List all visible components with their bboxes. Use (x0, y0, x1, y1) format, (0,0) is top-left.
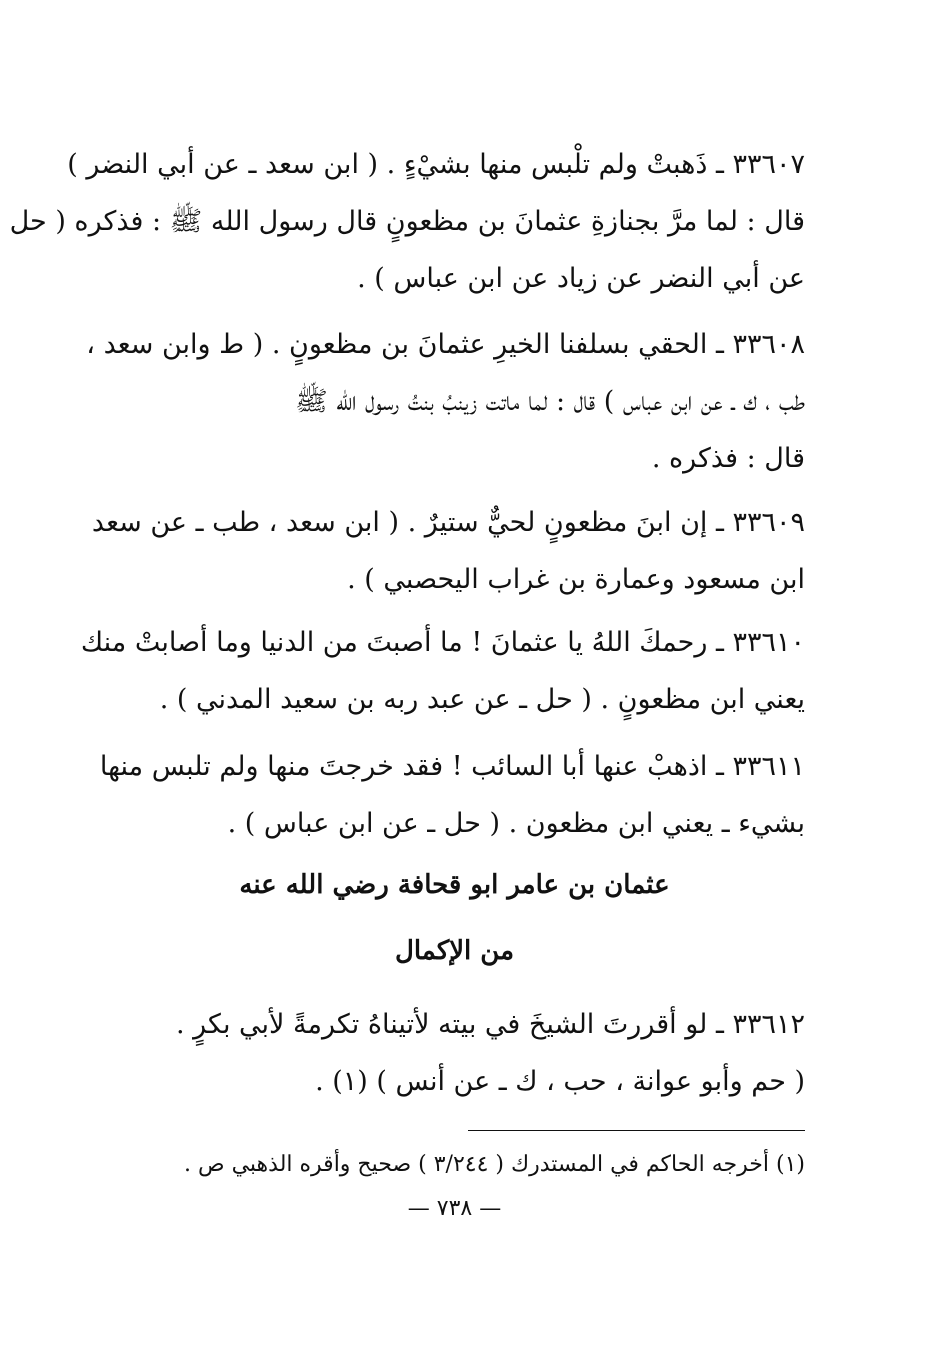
section-title: عثمان بن عامر ابو قحافة رضي الله عنه (239, 870, 670, 900)
page-number: — ٧٣٨ — (407, 1196, 502, 1221)
hadith-entry-33610 (80, 614, 805, 728)
footnote: (١) أخرجه الحاكم في المستدرك ( ٣/٢٤٤ ) صحيح وأقره الذهبي ص . (184, 1152, 805, 1177)
entry-line: ابن مسعود وعمارة بن غراب اليحصبي ) . (347, 564, 805, 595)
entry-line: قال : لما مرَّ بجنازةِ عثمانَ بن مظعونٍ قال رسول الله ﷺ : فذكره ( حل (9, 206, 805, 237)
hadith-entry-33607 (9, 136, 805, 307)
hadith-entry-33608 (86, 316, 805, 487)
footnote-separator (468, 1130, 805, 1131)
entry-line: ٣٣٦١٠ ـ رحمكَ اللهُ يا عثمانَ ! ما أصبتَ من الدنيا وما أصابتْ منك (80, 627, 805, 658)
entry-line: ٣٣٦٠٨ ـ الحقي بسلفنا الخيرِ عثمانَ بن مظعونٍ . ( ط وابن سعد ، (86, 329, 805, 360)
entry-line: ٣٣٦٠٩ ـ إن ابنَ مظعونٍ لحيٌّ ستيرٌ . ( ابن سعد ، طب ـ عن سعد (91, 507, 805, 538)
entry-line: ٣٣٦١٢ ـ لو أقررتَ الشيخَ في بيته لأتيناهُ تكرمةً لأبي بكرٍ . (175, 1009, 805, 1040)
section-subtitle: من الإكمال (394, 936, 515, 966)
entry-line: ٣٣٦٠٧ ـ ذَهبتْ ولم تلْبس منها بشيْءٍ . ( ابن سعد ـ عن أبي النضر ) (67, 149, 805, 180)
entry-line: ( حم وأبو عوانة ، حب ، ك ـ عن أنس ) (١) . (315, 1066, 805, 1097)
entry-line: بشيء ـ يعني ابن مظعون . ( حل ـ عن ابن عباس ) . (227, 808, 805, 839)
entry-line: قال : فذكره . (651, 443, 805, 474)
entry-line: ٣٣٦١١ ـ اذهبْ عنها أبا السائب ! فقد خرجتَ منها ولم تلبس منها (99, 751, 805, 782)
hadith-entry-33612 (104, 996, 805, 1110)
entry-line: يعني ابن مظعونٍ . ( حل ـ عن عبد ربه بن سعيد المدني ) . (159, 684, 805, 715)
hadith-entry-33611 (99, 738, 805, 852)
hadith-entry-33609 (91, 494, 805, 608)
entry-line: طب ، ك ـ عن ابن عباس ) قال : لما ماتت زينبُ بنتُ رسول الله ﷺ (295, 386, 805, 417)
entry-line: عن أبي النضر عن زياد عن ابن عباس ) . (357, 263, 805, 294)
